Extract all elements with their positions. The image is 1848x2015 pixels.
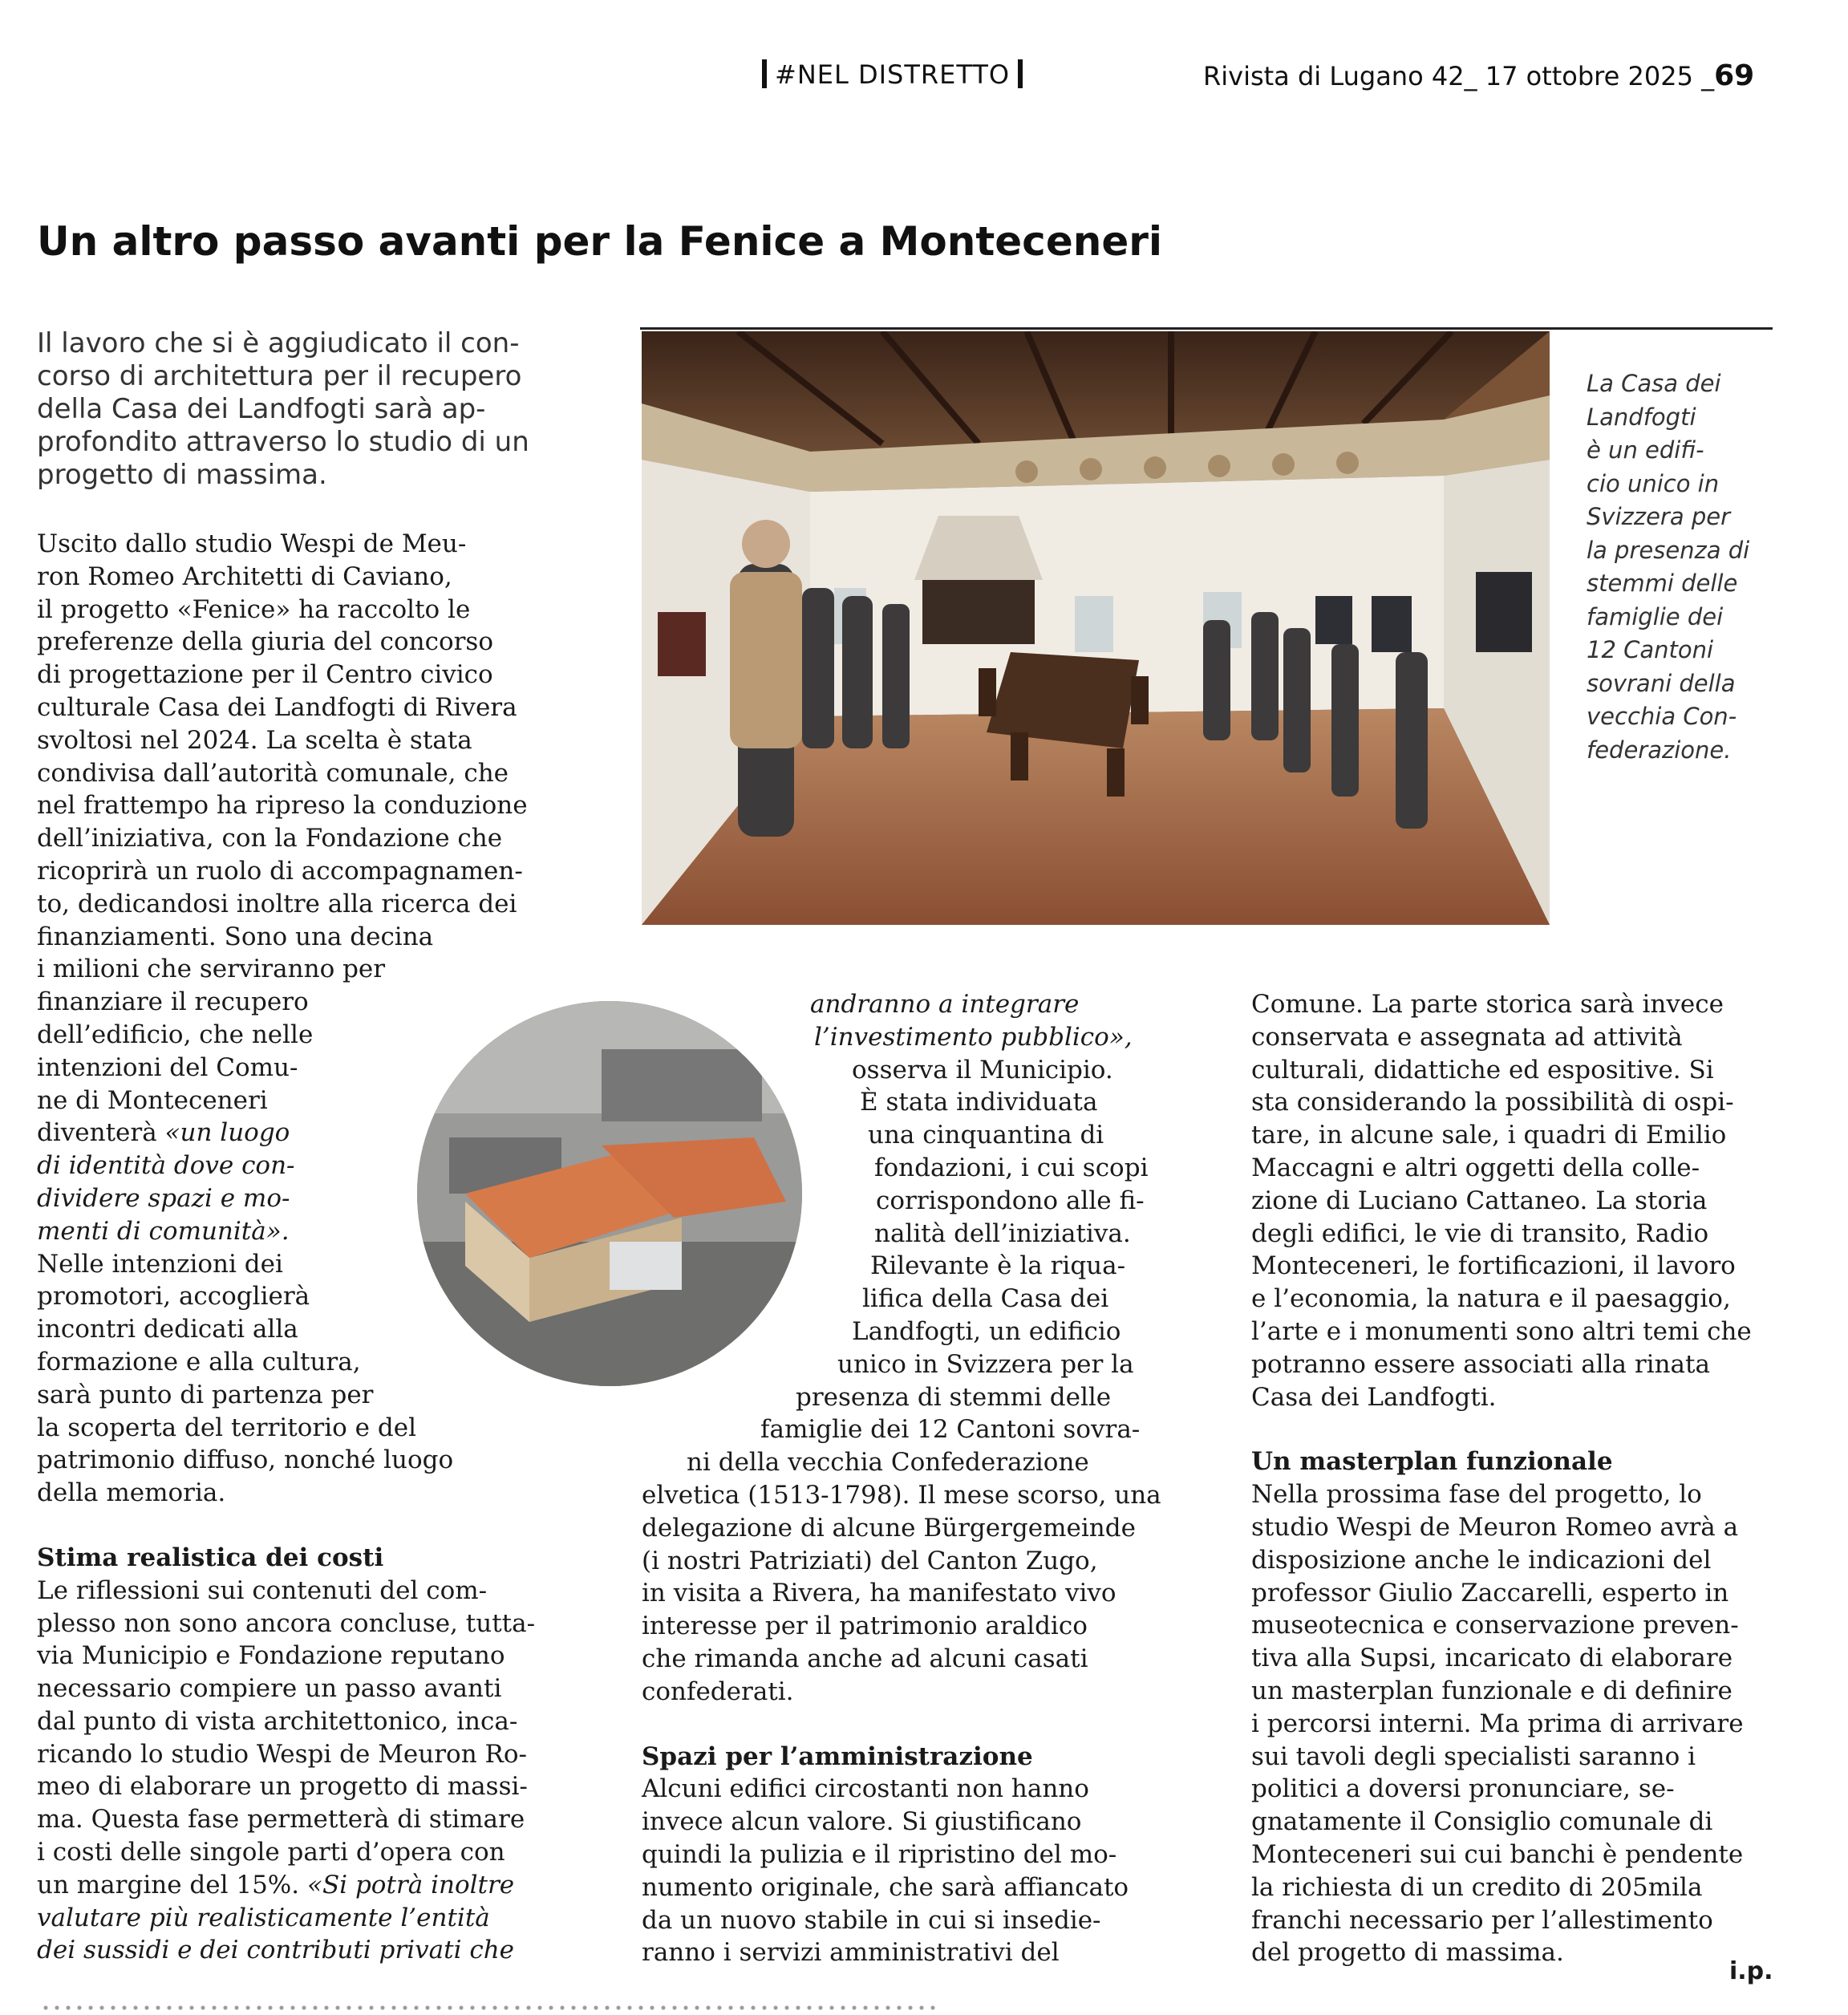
column-3: Comune. La parte storica sarà invece conservata e assegnata ad attività culturali, didattiche ed espositive. Si sta considerando la possibilità di ospi- tare, in alcune sale, i quadri di Emilio Maccagni e altri oggetti della colle- zione di Luciano Cattaneo. La storia degli edifici, le vie di transito, Radio Monteceneri, le fortificazioni, il lavoro e l’economia, la natura e il paesaggio, l’arte e i monumenti sono altri temi che potranno essere associati alla rinata Casa dei Landfogti. Un masterplan funzionale Nella prossima fase del progetto, lo studio Wespi de Meuron Romeo avrà a disposizione anche le indicazioni del professor Giulio Zaccarelli, esperto in museotecnica e conservazione preven- tiva alla Supsi, incaricato di elaborare un masterplan funzionale e di definire i percorsi interni. Ma prima di arrivare sui tavoli degli specialisti saranno i politici a doversi pronunciare, se- gnatamente il Consiglio comunale di Monteceneri sui cui banchi è pendente la richiesta di un credito di 205mila franchi necessario per l’allestimento del progetto di massima. (1251, 988, 1813, 1969)
room-photo (642, 331, 1550, 925)
headline: Un altro passo avanti per la Fenice a Monteceneri (37, 218, 1163, 265)
photo-caption: La Casa dei Landfogti è un edifi- cio unico in Svizzera per la presenza di stemmi delle famiglie dei 12 Cantoni sovrani della vecchia Con- federazione. (1587, 370, 1750, 764)
page-number: 69 (1714, 59, 1755, 92)
subheading-administration: Spazi per l’amministrazione (642, 1741, 1033, 1771)
author-signature: i.p. (1729, 1957, 1773, 1985)
column-1: Uscito dallo studio Wespi de Meu- ron Romeo Architetti di Caviano, il progetto «Fenice» ha raccolto le preferenze della giuria del concorso di progettazione per il Centro civico culturale Casa dei Landfogti di Rivera svoltosi nel 2024. La scelta è stata condivisa dall’autorità comunale, che nel frattempo ha ripreso la conduzione dell’iniziativa, con la Fondazione che ricoprirà un ruolo di accompagnamen- to, dedicandosi inoltre alla ricerca dei finanziamenti. Sono una decina i milioni che serviranno per finanziare il recupero dell’edificio, che nelle intenzioni del Comu- ne di Monteceneri diventerà «un luogo di identità dove con- dividere spazi e mo- menti di comunità». Nelle intenzioni dei promotori, accoglierà incontri dedicati alla formazione e alla cultura, sarà punto di partenza per la scoperta del territorio e del patrimonio diffuso, nonché luogo della memoria. Stima realistica dei costi Le riflessioni sui contenuti del com- plesso non sono ancora concluse, tutta- via Municipio e Fondazione reputano necessario compiere un passo avanti dal punto di vista architettonico, inca- ricando lo studio Wespi de Meuron Ro- meo di elaborare un progetto di massi- ma. Questa fase permetterà di stimare i costi delle singole parti d’opera con un margine del 15%. «Si potrà inoltre valutare più realisticamente l’entità dei sussidi e dei contributi privati che (37, 528, 598, 1967)
bottom-dotted-rule (40, 2005, 938, 2010)
section-tag: #NEL DISTRETTO (754, 59, 1031, 90)
subheading-masterplan: Un masterplan funzionale (1251, 1447, 1613, 1477)
issue-line: Rivista di Lugano 42_ 17 ottobre 2025 _69 (1203, 59, 1755, 92)
subheading-costs: Stima realistica dei costi (37, 1543, 384, 1572)
column-2: andranno a integrare l’investimento pubblico», osserva il Municipio. È stata individuata una cinquantina di fondazioni, i cui scopi corrispondono alle fi- nalità dell’iniziativa. Rilevante è la riqua- lifica della Casa dei Landfogti, un edificio unico in Svizzera per la presenza di stemmi delle famiglie dei 12 Cantoni sovra- ni della vecchia Confederazione elvetica (1513-1798). Il mese scorso, una delegazione di alcune Bürgergemeinde (i nostri Patriziati) del Canton Zugo, in visita a Rivera, ha manifestato vivo interesse per il patrimonio araldico che rimanda anche ad alcuni casati confederati. Spazi per l’amministrazione Alcuni edifici circostanti non hanno invece alcun valore. Si giustificano quindi la pulizia e il ripristino del mo- numento originale, che sarà affiancato da un nuovo stabile in cui si insedie- ranno i servizi amministrativi del (642, 988, 1219, 1969)
lead-paragraph: Il lavoro che si è aggiudicato il con- corso di architettura per il recupero della Casa dei Landfogti sarà ap- profondito attraverso lo studio di un progetto di massima. (37, 327, 529, 491)
photo-top-rule (640, 327, 1773, 330)
